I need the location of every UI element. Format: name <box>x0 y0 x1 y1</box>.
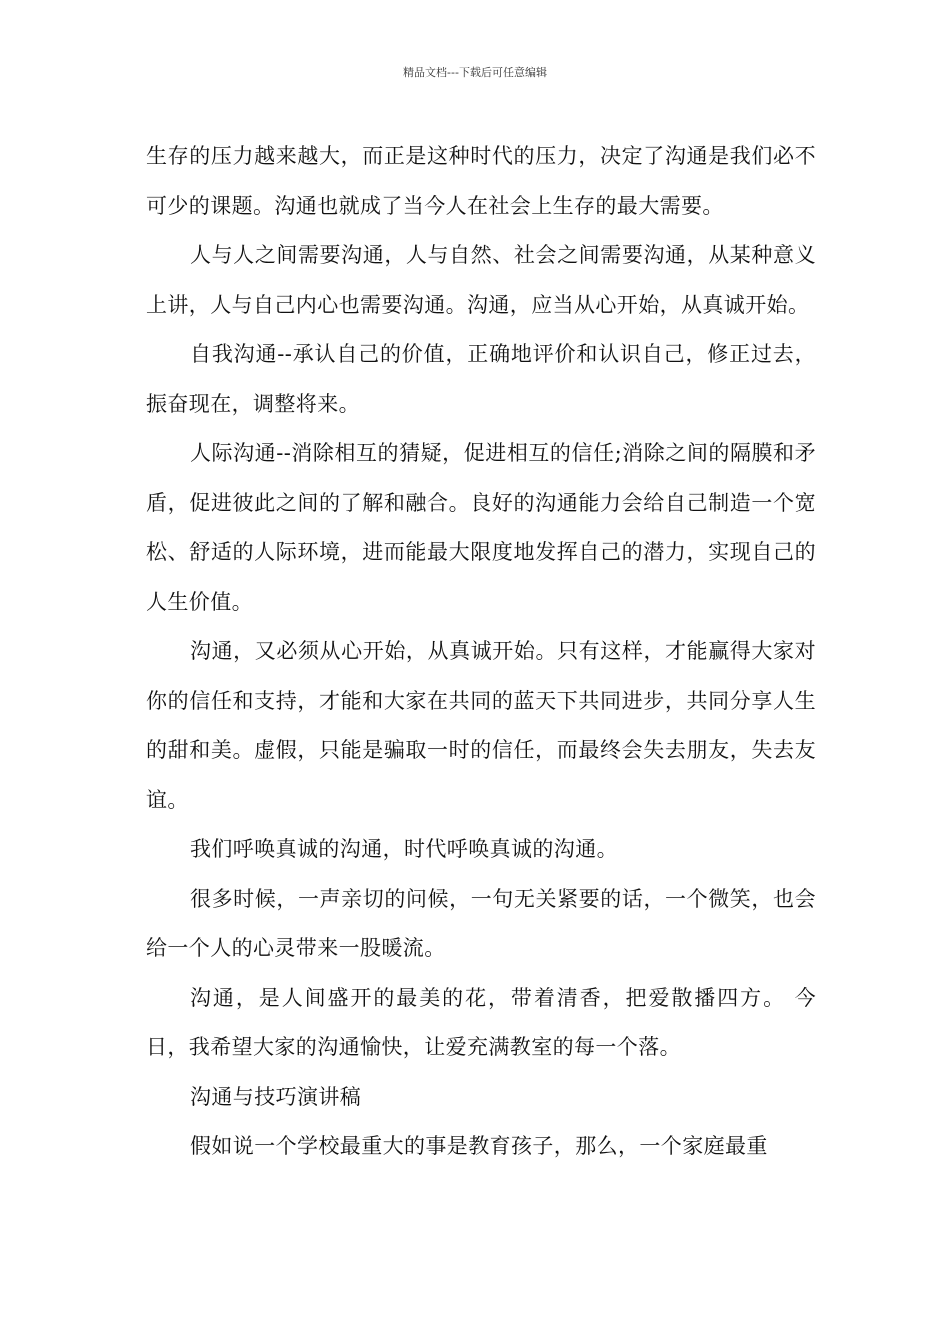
paragraph-9: 假如说一个学校最重大的事是教育孩子，那么，一个家庭最重 <box>190 1134 768 1158</box>
paragraph-8: 沟通，是人间盛开的最美的花，带着清香，把爱散播四方。 今日，我希望大家的沟通愉快，让爱充满教室的每一个落。 <box>146 985 816 1059</box>
document-body <box>146 132 816 1172</box>
page-header: 精品文档---下载后可任意编辑 <box>403 66 547 79</box>
paragraph-3: 自我沟通--承认自己的价值，正确地评价和认识自己，修正过去，振奋现在，调整将来。 <box>146 342 816 416</box>
paragraph-5: 沟通，又必须从心开始，从真诚开始。只有这样，才能赢得大家对你的信任和支持，才能和大家在共同的蓝天下共同进步，共同分享人生的甜和美。虚假，只能是骗取一时的信任，而最终会失去朋友，失去友谊。 <box>146 639 816 812</box>
paragraph-2: 人与人之间需要沟通，人与自然、社会之间需要沟通，从某种意义上讲，人与自己内心也需要沟通。沟通，应当从心开始，从真诚开始。 <box>146 243 816 317</box>
paragraph-1: 生存的压力越来越大，而正是这种时代的压力，决定了沟通是我们必不可少的课题。沟通也就成了当今人在社会上生存的最大需要。 <box>146 144 816 218</box>
section-heading: 沟通与技巧演讲稿 <box>190 1084 362 1109</box>
paragraph-6: 我们呼唤真诚的沟通，时代呼唤真诚的沟通。 <box>190 837 618 861</box>
paragraph-7: 很多时候，一声亲切的问候，一句无关紧要的话，一个微笑，也会给一个人的心灵带来一股暖流。 <box>146 886 816 960</box>
paragraph-4: 人际沟通--消除相互的猜疑，促进相互的信任;消除之间的隔膜和矛盾，促进彼此之间的了解和融合。良好的沟通能力会给自己制造一个宽松、舒适的人际环境，进而能最大限度地发挥自己的潜力，实现自己的人生价值。 <box>146 441 816 614</box>
